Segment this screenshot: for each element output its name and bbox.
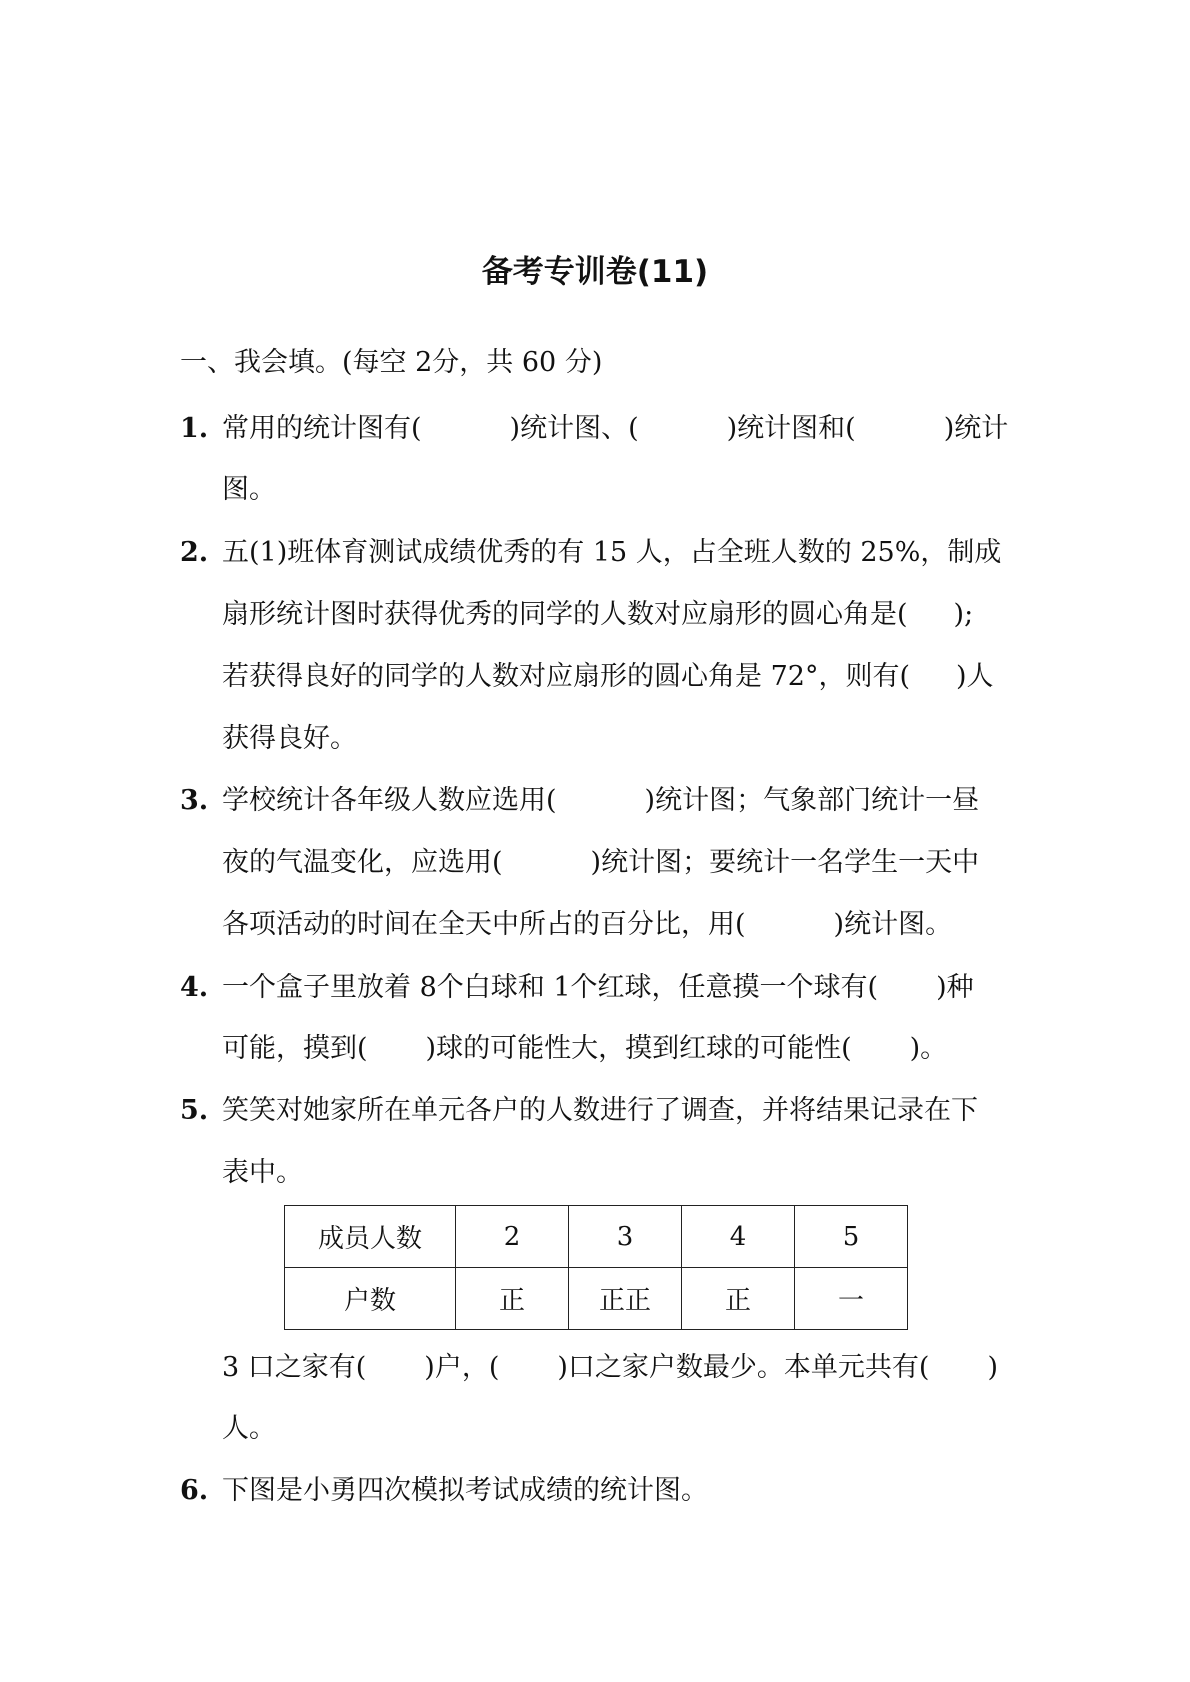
question-number: 6. <box>180 1475 209 1506</box>
table-cell: 5 <box>795 1206 908 1268</box>
question-5-line-3: 3 口之家有( )户，( )口之家户数最少。本单元共有( ) <box>222 1352 998 1383</box>
question-3-line-3: 各项活动的时间在全天中所占的百分比，用( )统计图。 <box>222 909 953 940</box>
table-cell: 2 <box>456 1206 569 1268</box>
question-1-line-2: 图。 <box>222 474 276 505</box>
table-cell: 3 <box>569 1206 682 1268</box>
question-3-line-1: 学校统计各年级人数应选用( )统计图；气象部门统计一昼 <box>222 785 980 816</box>
table-row <box>285 1268 908 1330</box>
tally-cell: 正 <box>456 1268 569 1330</box>
question-number: 4. <box>180 972 209 1003</box>
question-4-line-2: 可能，摸到( )球的可能性大，摸到红球的可能性( )。 <box>222 1033 948 1064</box>
question-number: 2. <box>180 537 209 568</box>
question-2-line-2: 扇形统计图时获得优秀的同学的人数对应扇形的圆心角是( ); <box>222 599 974 630</box>
section-heading: 一、我会填。(每空 2分，共 60 分) <box>180 347 603 378</box>
question-number: 3. <box>180 785 209 816</box>
question-4-line-1: 一个盒子里放着 8个白球和 1个红球，任意摸一个球有( )种 <box>222 972 974 1003</box>
question-5-line-1: 笑笑对她家所在单元各户的人数进行了调查，并将结果记录在下 <box>222 1095 978 1126</box>
question-number: 5. <box>180 1095 209 1126</box>
question-2-line-4: 获得良好。 <box>222 723 357 754</box>
question-2-line-3: 若获得良好的同学的人数对应扇形的圆心角是 72°，则有( )人 <box>222 661 994 692</box>
tally-cell: 正正 <box>569 1268 682 1330</box>
tally-cell: 正 <box>682 1268 795 1330</box>
question-5-line-2: 表中。 <box>222 1157 303 1188</box>
page-title: 备考专训卷(11) <box>481 254 709 290</box>
question-2-line-1: 五(1)班体育测试成绩优秀的有 15 人，占全班人数的 25%，制成 <box>222 537 1002 568</box>
question-number: 1. <box>180 413 209 444</box>
question-3-line-2: 夜的气温变化，应选用( )统计图；要统计一名学生一天中 <box>222 847 980 878</box>
table-cell: 户数 <box>285 1268 456 1330</box>
table-cell: 成员人数 <box>285 1206 456 1268</box>
table-cell: 4 <box>682 1206 795 1268</box>
question-1-line-1: 常用的统计图有( )统计图、( )统计图和( )统计 <box>222 413 1009 444</box>
question-6-line-1: 下图是小勇四次模拟考试成绩的统计图。 <box>222 1475 708 1506</box>
question-5-line-4: 人。 <box>222 1413 276 1444</box>
household-table <box>284 1205 908 1330</box>
tally-cell: 一 <box>795 1268 908 1330</box>
table-row <box>285 1206 908 1268</box>
